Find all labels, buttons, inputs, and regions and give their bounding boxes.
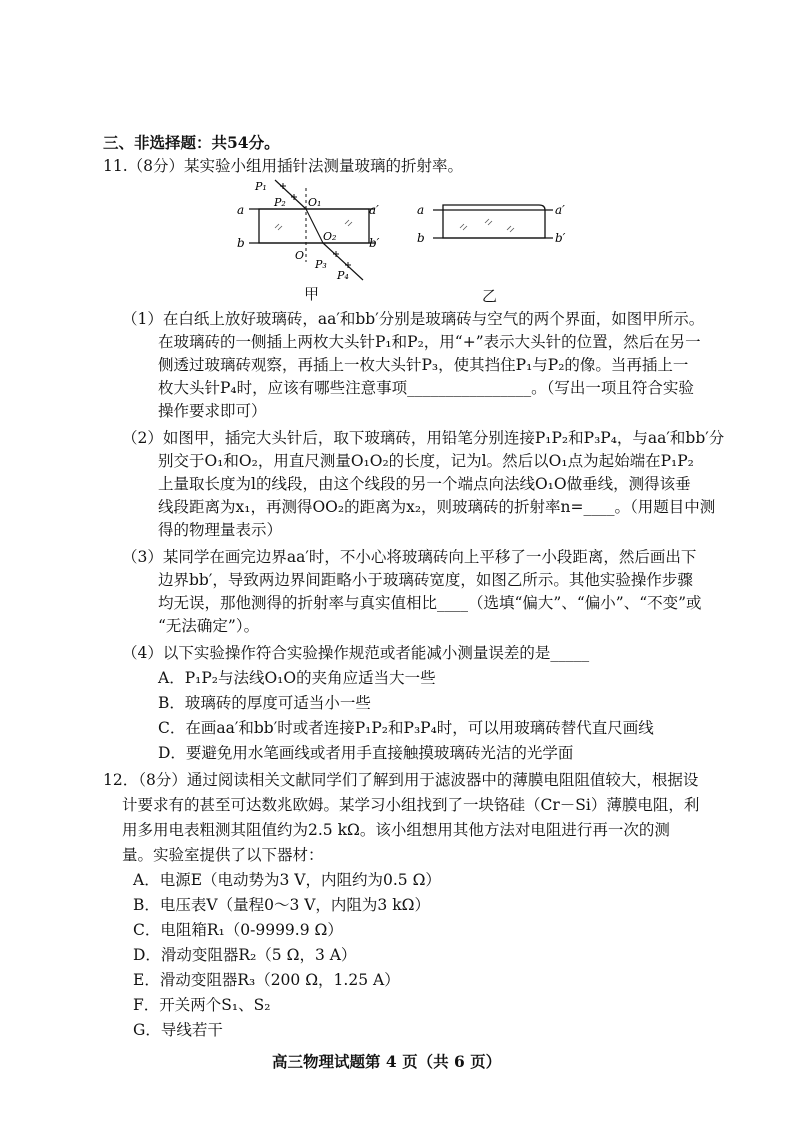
q12-option-e: E．滑动变阻器R₃（200 Ω，1.25 A） — [133, 971, 400, 989]
q11-part3-line: 均无误，那他测得的折射率与真实值相比____（选填“偏大”、“偏小”、“不变”或 — [158, 594, 702, 612]
label-a: a — [237, 203, 245, 217]
q12-stem-line: 计要求有的甚至可达数兆欧姆。某学习小组找到了一块铬硅（Cr－Si）薄膜电阻，利 — [122, 796, 700, 814]
q11-part3-line: “无法确定”）。 — [158, 617, 260, 635]
q12-option-d: D．滑动变阻器R₂（5 Ω，3 A） — [133, 946, 357, 964]
q12-option-b: B．电压表V（量程0～3 V，内阻为3 kΩ） — [133, 896, 430, 914]
section-title: 三、非选择题：共54分。 — [103, 133, 280, 152]
q11-part1-line: 在玻璃砖的一侧插上两枚大头针P₁和P₂，用“+”表示大头针的位置，然后在另一 — [158, 333, 701, 351]
label-b: b — [237, 236, 245, 250]
q11-part2-line: 得的物理量表示） — [158, 521, 283, 539]
label-a-prime-yi: a′ — [555, 203, 565, 217]
q12-stem-line: 量。实验室提供了以下器材： — [122, 846, 324, 864]
q11-part1-line: 操作要求即可） — [158, 402, 267, 420]
q11-part3-line: 边界bb′，导致两边界间距略小于玻璃砖宽度，如图乙所示。其他实验操作步骤 — [158, 571, 693, 589]
figure-yi — [415, 190, 580, 260]
label-p4: P₄ — [337, 269, 349, 282]
q11-part2-line: （2）如图甲，插完大头针后，取下玻璃砖，用铅笔分别连接P₁P₂和P₃P₄，与aa′和bb′分 — [122, 429, 725, 447]
label-a-yi: a — [417, 203, 425, 217]
label-b-yi: b — [417, 231, 425, 245]
label-p1: P₁ — [255, 180, 267, 193]
page-footer: 高三物理试题第 4 页（共 6 页） — [272, 1052, 502, 1071]
label-b-prime: b′ — [369, 236, 380, 250]
label-p2: P₂ — [274, 196, 286, 209]
label-b-prime-yi: b′ — [555, 231, 566, 245]
q12-option-c: C．电阻箱R₁（0-9999.9 Ω） — [133, 921, 343, 939]
label-a-prime: a′ — [369, 203, 379, 217]
label-p3: P₃ — [315, 258, 327, 271]
q11-part2-line: 线段距离为x₁，再测得OO₂的距离为x₂，则玻璃砖的折射率n=____。（用题目中测 — [158, 498, 716, 516]
refracted-ray — [306, 209, 323, 243]
q11-part4-stem: （4）以下实验操作符合实验操作规范或者能减小测量误差的是_____ — [122, 644, 590, 662]
q12-stem-line: 用多用电表粗测其阻值约为2.5 kΩ。该小组想用其他方法对电阻进行再一次的测 — [122, 821, 670, 839]
q11-part3-line: （3）某同学在画完边界aa′时，不小心将玻璃砖向上平移了一小段距离，然后画出下 — [122, 548, 697, 566]
caption-yi: 乙 — [482, 287, 498, 305]
q11-part2-line: 上量取长度为l的线段，由这个线段的另一个端点向法线O₁O做垂线，测得该垂 — [158, 475, 691, 493]
glass-hatching-yi — [460, 219, 514, 232]
q11-option-c: C．在画aa′和bb′时或者连接P₁P₂和P₃P₄时，可以用玻璃砖替代直尺画线 — [158, 719, 654, 737]
q11-part1-line: （1）在白纸上放好玻璃砖，aa′和bb′分别是玻璃砖与空气的两个界面，如图甲所示。 — [122, 310, 705, 328]
q12-option-g: G．导线若干 — [133, 1021, 223, 1039]
q11-part1-line: 枚大头针P₄时，应该有哪些注意事项________________。（写出一项且符合实验 — [158, 379, 694, 397]
label-o2: O₂ — [323, 230, 337, 243]
q11-part1-line: 侧透过玻璃砖观察，再插上一枚大头针P₃，使其挡住P₁与P₂的像。当再插上一 — [158, 356, 689, 374]
label-o: O — [295, 249, 305, 262]
q11-option-b: B．玻璃砖的厚度可适当小一些 — [158, 694, 371, 712]
q11-option-d: D．要避免用水笔画线或者用手直接触摸玻璃砖光洁的光学面 — [158, 744, 574, 762]
q12-option-f: F．开关两个S₁、S₂ — [133, 996, 271, 1014]
caption-jia: 甲 — [304, 285, 320, 303]
figure-jia — [235, 176, 380, 291]
label-o1: O₁ — [308, 196, 322, 209]
q11-part2-line: 别交于O₁和O₂，用直尺测量O₁O₂的长度，记为l。然后以O₁点为起始端在P₁P₂ — [158, 452, 694, 470]
q11-stem: 11.（8分）某实验小组用插针法测量玻璃的折射率。 — [103, 157, 464, 175]
q12-stem-line: 12．（8分）通过阅读相关文献同学们了解到用于滤波器中的薄膜电阻阻值较大，根据设 — [103, 771, 699, 789]
q12-option-a: A．电源E（电动势为3 V，内阻约为0.5 Ω） — [133, 871, 441, 889]
q11-option-a: A．P₁P₂与法线O₁O的夹角应适当大一些 — [158, 669, 436, 687]
